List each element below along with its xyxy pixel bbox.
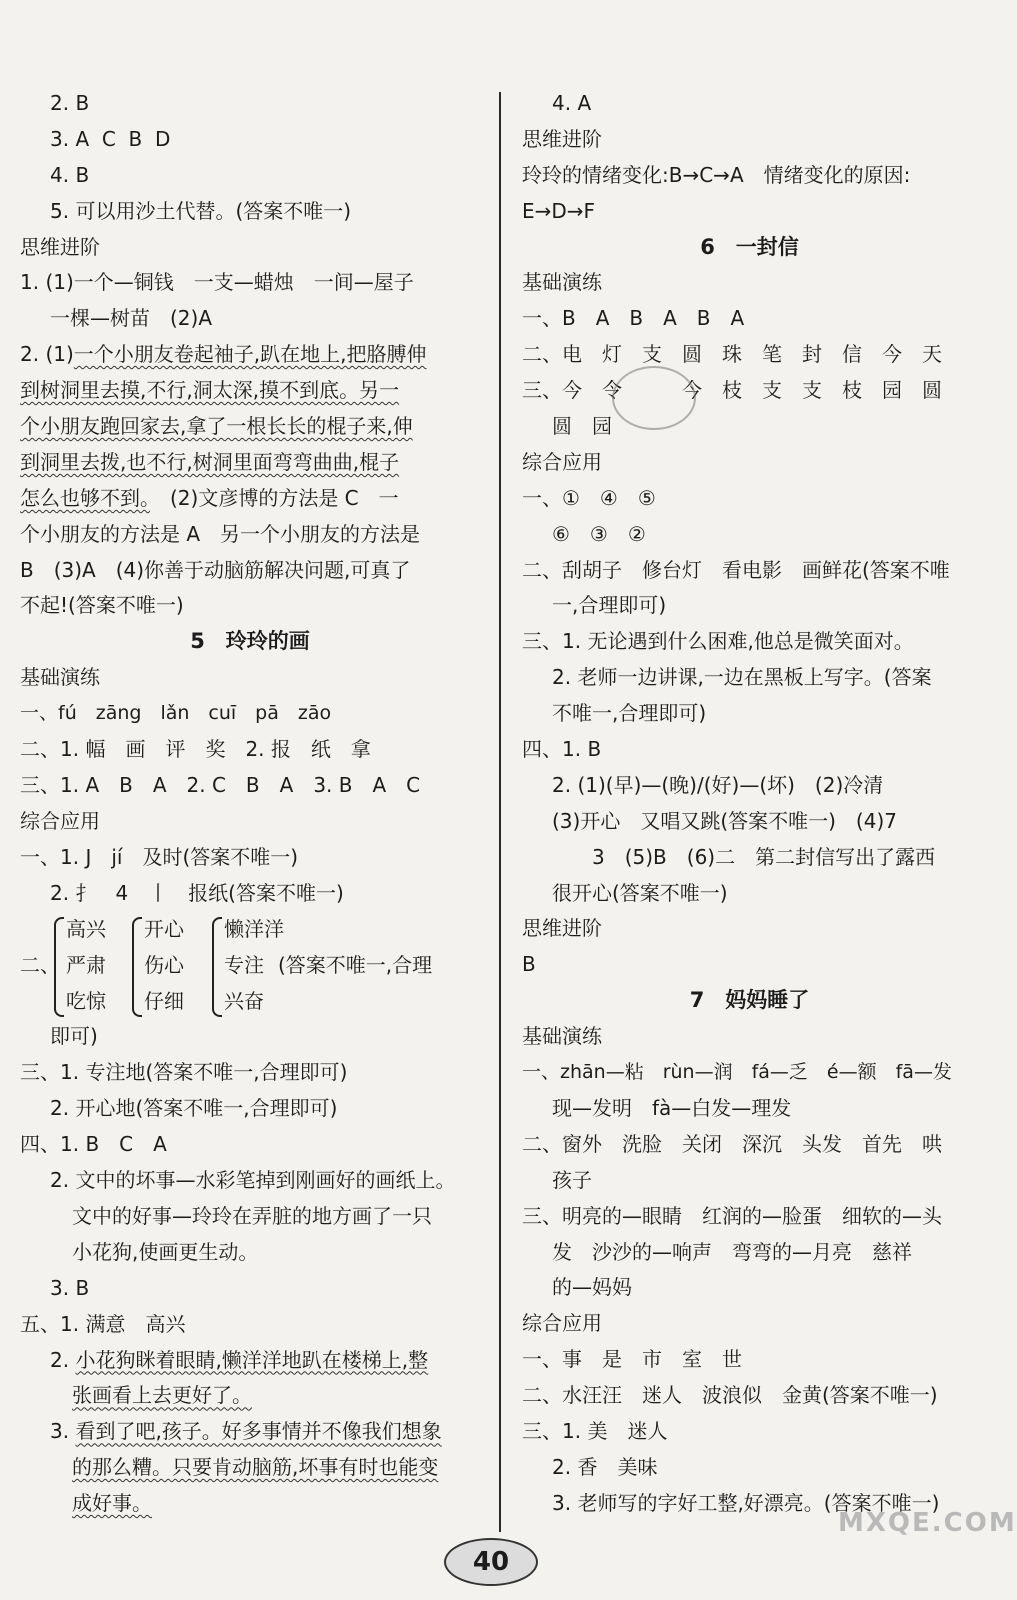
section-heading: 基础演练 xyxy=(20,665,100,690)
watermark: MXQE.COM xyxy=(838,1508,1017,1538)
answer-line: 二、电 灯 支 圆 珠 笔 封 信 今 天 xyxy=(522,342,942,367)
word: 懒洋洋 xyxy=(224,917,284,942)
word: 专注 xyxy=(224,953,264,978)
brace-label: 二、 xyxy=(20,953,60,978)
answer-line: B xyxy=(522,952,536,977)
answer-line: 一,合理即可) xyxy=(552,593,667,618)
answer-line: 2. (1)(早)—(晚)/(好)—(坏) (2)冷清 xyxy=(552,772,884,797)
answer-line: 2. 香 美味 xyxy=(552,1454,658,1479)
answer-line: 一、① ④ ⑤ xyxy=(522,485,656,510)
answer-line: 现—发明 fà—白发—理发 xyxy=(552,1095,792,1120)
answer-line: 2. 老师一边讲课,一边在黑板上写字。(答案 xyxy=(552,665,932,690)
answer-line: 五、1. 满意 高兴 xyxy=(20,1311,186,1336)
lesson-title: 7 妈妈睡了 xyxy=(689,988,810,1013)
answer-line: 三、1. 专注地(答案不唯一,合理即可) xyxy=(20,1060,348,1085)
answer-line: 2. 开心地(答案不唯一,合理即可) xyxy=(50,1096,338,1121)
underlined-answer: 的那么糟。只要肯动脑筋,坏事有时也能变 xyxy=(72,1455,439,1480)
answer-line xyxy=(20,481,480,517)
word: 伤心 xyxy=(144,953,184,978)
answer-line: 三、1. 无论遇到什么困难,他总是微笑面对。 xyxy=(522,629,914,654)
answer-line xyxy=(20,1414,480,1450)
answer-line: 很开心(答案不唯一) xyxy=(552,880,728,905)
answer-line: 4. B xyxy=(50,162,90,187)
answer-line: 二、刮胡子 修台灯 看电影 画鲜花(答案不唯 xyxy=(522,557,950,582)
word: 吃惊 xyxy=(66,989,106,1014)
answer-line: 2. B xyxy=(50,91,90,115)
answer-line: 即可) xyxy=(50,1024,98,1049)
answer-line: 文中的好事—玲玲在弄脏的地方画了一只 xyxy=(72,1203,432,1228)
answer-line: ⑥ ③ ② xyxy=(552,521,646,546)
answer-line: 二、1. 幅 画 评 奖 2. 报 纸 拿 xyxy=(20,737,371,762)
brace-icon xyxy=(132,917,142,1017)
answer-line: 不起!(答案不唯一) xyxy=(20,593,184,618)
section-heading: 综合应用 xyxy=(522,449,602,474)
brace-group xyxy=(132,911,212,1019)
answer-line: 2. 文中的坏事—水彩笔掉到刚画好的画纸上。 xyxy=(50,1168,456,1193)
answer-line: 四、1. B xyxy=(522,737,602,762)
answer-line: 发 沙沙的—响声 弯弯的—月亮 慈祥 xyxy=(552,1239,912,1264)
answer-text: (2)文彦博的方法是 C 一 xyxy=(150,485,399,510)
answer-line: 三、1. A B A 2. C B A 3. B A C xyxy=(20,772,421,797)
answer-line: 玲玲的情绪变化:B→C→A 情绪变化的原因: xyxy=(522,162,911,187)
page-number: 40 xyxy=(444,1538,538,1586)
brace-grouping xyxy=(20,911,480,1019)
answer-line: 一、1. J jí 及时(答案不唯一) xyxy=(20,844,299,869)
answer-line: 4. A xyxy=(552,91,592,115)
brace-note: (答案不唯一,合理 xyxy=(278,953,433,978)
brace-group xyxy=(54,911,134,1019)
left-column xyxy=(20,86,480,1522)
answer-line: 1. (1)一个—铜钱 一支—蜡烛 一间—屋子 xyxy=(20,270,414,295)
pinyin-line: 一、fú zāng lǎn cuī pā zāo xyxy=(20,702,332,725)
answer-line: 四、1. B C A xyxy=(20,1132,167,1157)
answer-line: (3)开心 又唱又跳(答案不唯一) (4)7 xyxy=(552,808,897,833)
answer-line: 3 (5)B (6)二 第二封信写出了露西 xyxy=(592,844,936,869)
answer-line: 个小朋友的方法是 A 另一个小朋友的方法是 xyxy=(20,521,421,546)
answer-line: 二、窗外 洗脸 关闭 深沉 头发 首先 哄 xyxy=(522,1131,942,1156)
answer-line: 二、水汪汪 迷人 波浪似 金黄(答案不唯一) xyxy=(522,1383,938,1408)
answer-prefix: 3. xyxy=(50,1419,76,1444)
brace-icon xyxy=(54,917,64,1017)
answer-line: 三、1. 美 迷人 xyxy=(522,1418,668,1443)
right-column xyxy=(522,86,977,1522)
answer-line: 3. 老师写的字好工整,好漂亮。(答案不唯一) xyxy=(552,1490,940,1515)
answer-line: 一、事 是 市 室 世 xyxy=(522,1347,742,1372)
answer-line: B (3)A (4)你善于动脑筋解决问题,可真了 xyxy=(20,557,411,582)
answer-line: 圆 园 xyxy=(552,414,612,439)
underlined-answer: 一个小朋友卷起袖子,趴在地上,把胳膊伸 xyxy=(73,342,427,367)
underlined-answer: 怎么也够不到。 xyxy=(20,485,150,510)
section-heading: 思维进阶 xyxy=(522,126,602,151)
underlined-answer: 个小朋友跑回家去,拿了一根长长的棍子来,伸 xyxy=(20,414,413,439)
underlined-answer: 小花狗眯着眼睛,懒洋洋地趴在楼梯上,整 xyxy=(75,1347,429,1372)
answer-line: E→D→F xyxy=(522,198,596,223)
word: 高兴 xyxy=(66,917,106,942)
answer-line: 的—妈妈 xyxy=(552,1275,632,1300)
answer-line xyxy=(20,337,480,373)
answer-line: 5. 可以用沙土代替。(答案不唯一) xyxy=(50,198,352,223)
answer-line: 三、明亮的—眼睛 红润的—脸蛋 细软的—头 xyxy=(522,1203,942,1228)
answer-line: 一、B A B A B A xyxy=(522,306,745,331)
answer-line: 3. B xyxy=(50,1275,90,1300)
stamp-icon xyxy=(612,366,696,430)
section-heading: 综合应用 xyxy=(20,808,100,833)
answer-line: 3. A C B D xyxy=(50,126,171,151)
lesson-title: 5 玲玲的画 xyxy=(190,629,310,654)
answer-prefix: 2. xyxy=(50,1347,76,1372)
answer-line: 2. 扌 4 丨 报纸(答案不唯一) xyxy=(50,880,344,905)
column-divider xyxy=(499,92,501,1532)
answer-line: 小花狗,使画更生动。 xyxy=(72,1239,259,1264)
word: 仔细 xyxy=(144,989,184,1014)
word: 兴奋 xyxy=(224,989,264,1014)
pinyin-line: 一、zhān—粘 rùn—润 fá—乏 é—额 fā—发 xyxy=(522,1061,952,1084)
answer-line: 一棵—树苗 (2)A xyxy=(50,306,213,331)
answer-prefix: 2. (1) xyxy=(20,342,74,367)
brace-icon xyxy=(212,917,222,1017)
answer-line xyxy=(20,1343,480,1379)
word: 严肃 xyxy=(66,953,106,978)
section-heading: 综合应用 xyxy=(522,1311,602,1336)
underlined-answer: 到洞里去拨,也不行,树洞里面弯弯曲曲,棍子 xyxy=(20,449,400,474)
word: 开心 xyxy=(144,917,184,942)
section-heading: 思维进阶 xyxy=(522,916,602,941)
underlined-answer: 看到了吧,孩子。好多事情并不像我们想象 xyxy=(75,1419,442,1444)
underlined-answer: 张画看上去更好了。 xyxy=(72,1383,252,1408)
lesson-title: 6 一封信 xyxy=(700,234,799,259)
section-heading: 基础演练 xyxy=(522,270,602,295)
answer-line: 三、今 令 今 枝 支 支 枝 园 圆 xyxy=(522,378,942,403)
answer-line: 不唯一,合理即可) xyxy=(552,701,707,726)
answer-line: 孩子 xyxy=(552,1167,592,1192)
section-heading: 思维进阶 xyxy=(20,234,100,259)
underlined-answer: 到树洞里去摸,不行,洞太深,摸不到底。另一 xyxy=(20,378,400,403)
underlined-answer: 成好事。 xyxy=(72,1491,152,1516)
section-heading: 基础演练 xyxy=(522,1024,602,1049)
